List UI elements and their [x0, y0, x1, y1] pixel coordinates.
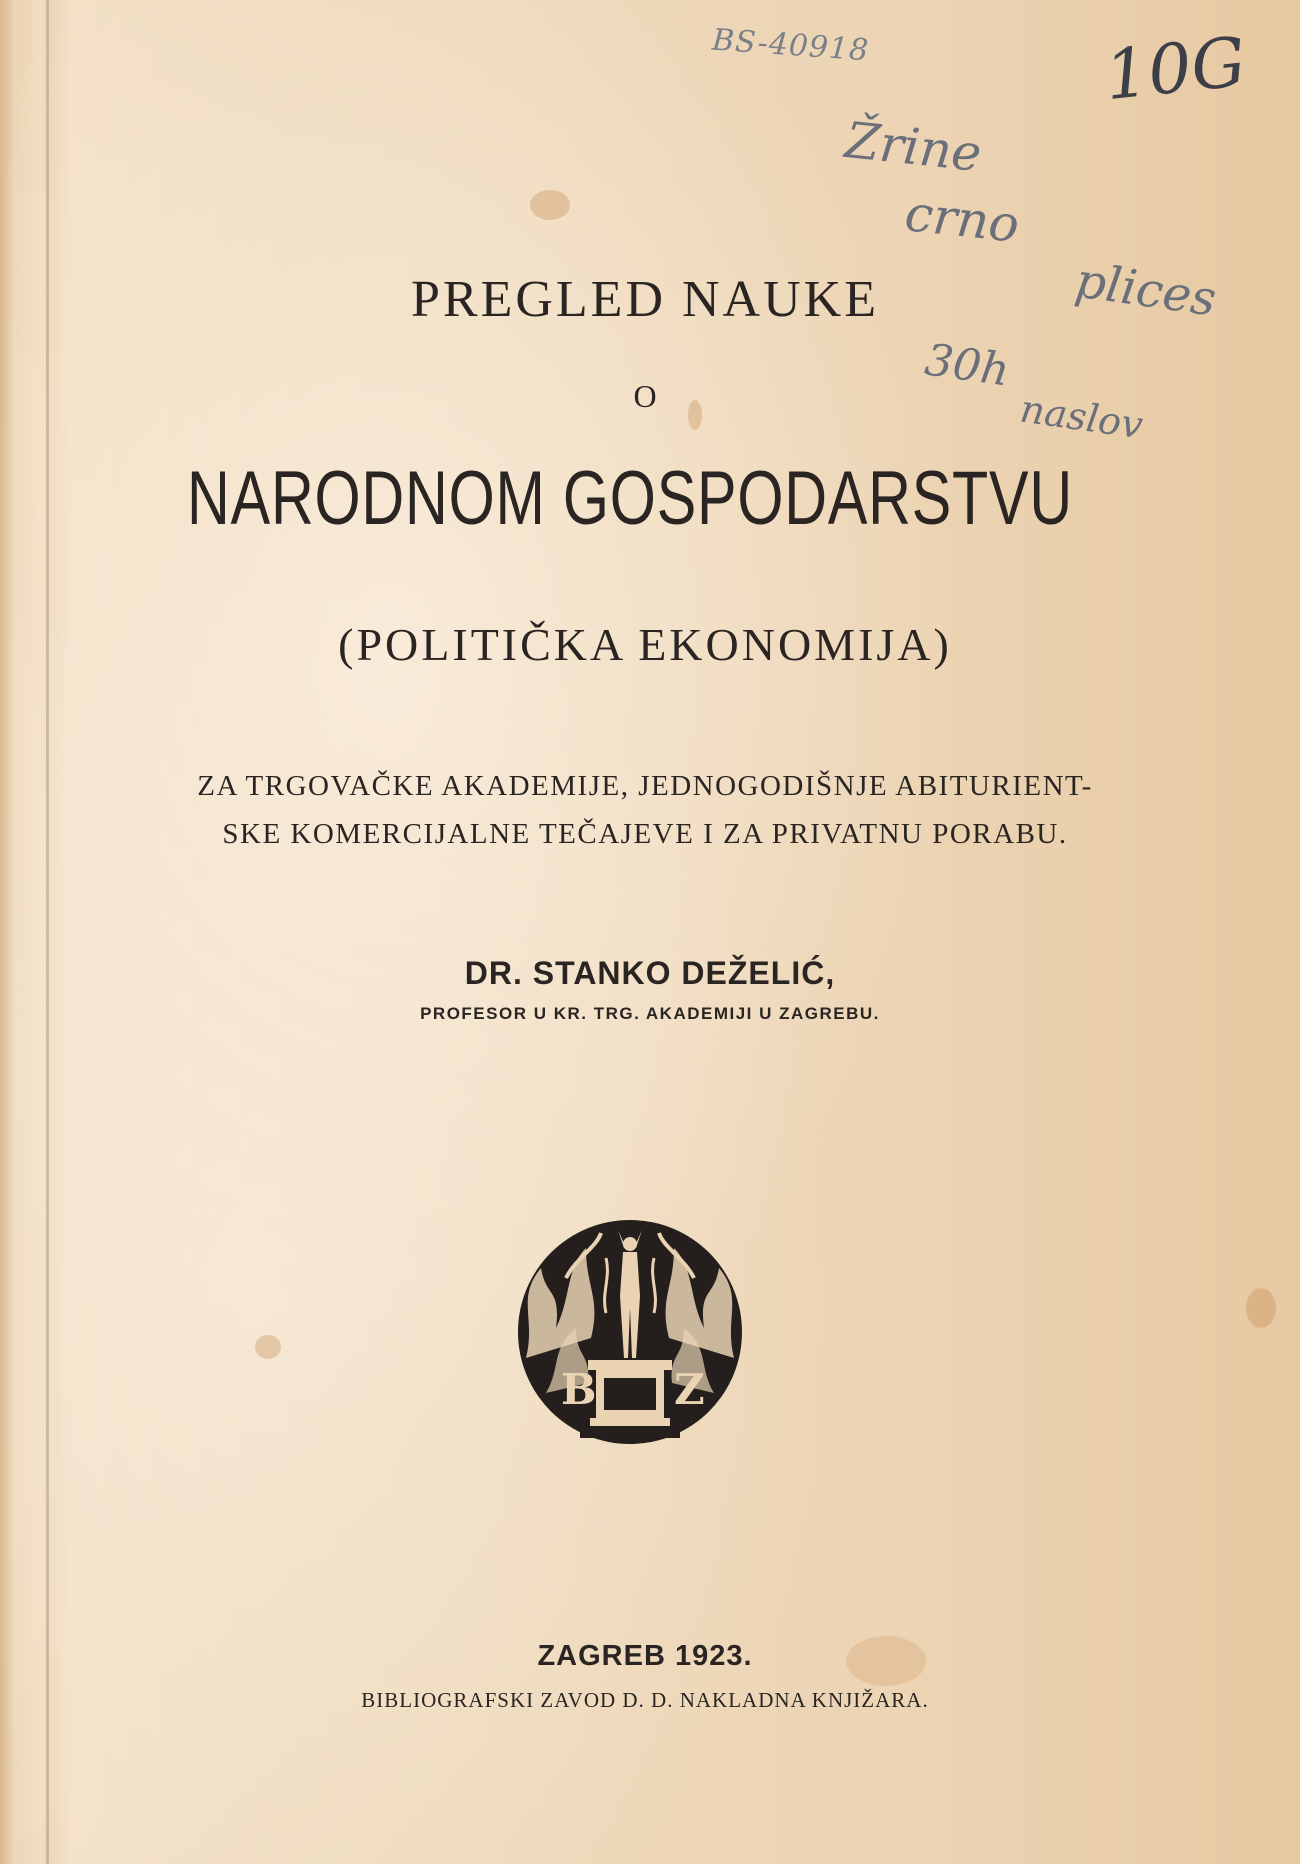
stain-spot: [1246, 1288, 1276, 1328]
audience-line-2: SKE KOMERCIJALNE TEČAJEVE I ZA PRIVATNU PORABU.: [222, 818, 1068, 850]
stain-spot: [530, 190, 570, 220]
handwritten-corner-mark: 10G: [1101, 22, 1250, 117]
stain-spot: [255, 1335, 281, 1359]
imprint-publisher: BIBLIOGRAFSKI ZAVOD D. D. NAKLADNA KNJIŽARA.: [361, 1688, 929, 1712]
author-position: PROFESOR U KR. TRG. AKADEMIJI U ZAGREBU.: [420, 1004, 880, 1023]
emblem-letter-right: Z: [674, 1365, 705, 1414]
handwritten-catalog-id: BS-40918: [710, 22, 871, 69]
emblem-letter-left: B: [561, 1365, 597, 1414]
audience-line-1: ZA TRGOVAČKE AKADEMIJE, JEDNOGODIŠNJE ABITURIENT-: [197, 770, 1093, 802]
handwritten-note: plices: [1071, 252, 1220, 328]
title-main: NARODNOM GOSPODARSTVU: [187, 456, 1073, 541]
handwritten-note: crno: [902, 184, 1022, 254]
handwritten-note: naslov: [1017, 386, 1146, 448]
title-line-2: O: [633, 378, 657, 414]
imprint-city-year: ZAGREB 1923.: [537, 1640, 753, 1672]
handwritten-note: Žrine: [842, 111, 985, 183]
title-subtitle: (POLITIČKA EKONOMIJA): [338, 619, 952, 670]
title-line-1: PREGLED NAUKE: [411, 271, 879, 328]
handwritten-note: 30h: [921, 334, 1013, 397]
author-name: DR. STANKO DEŽELIĆ,: [464, 955, 836, 991]
publisher-emblem: [506, 1218, 754, 1452]
